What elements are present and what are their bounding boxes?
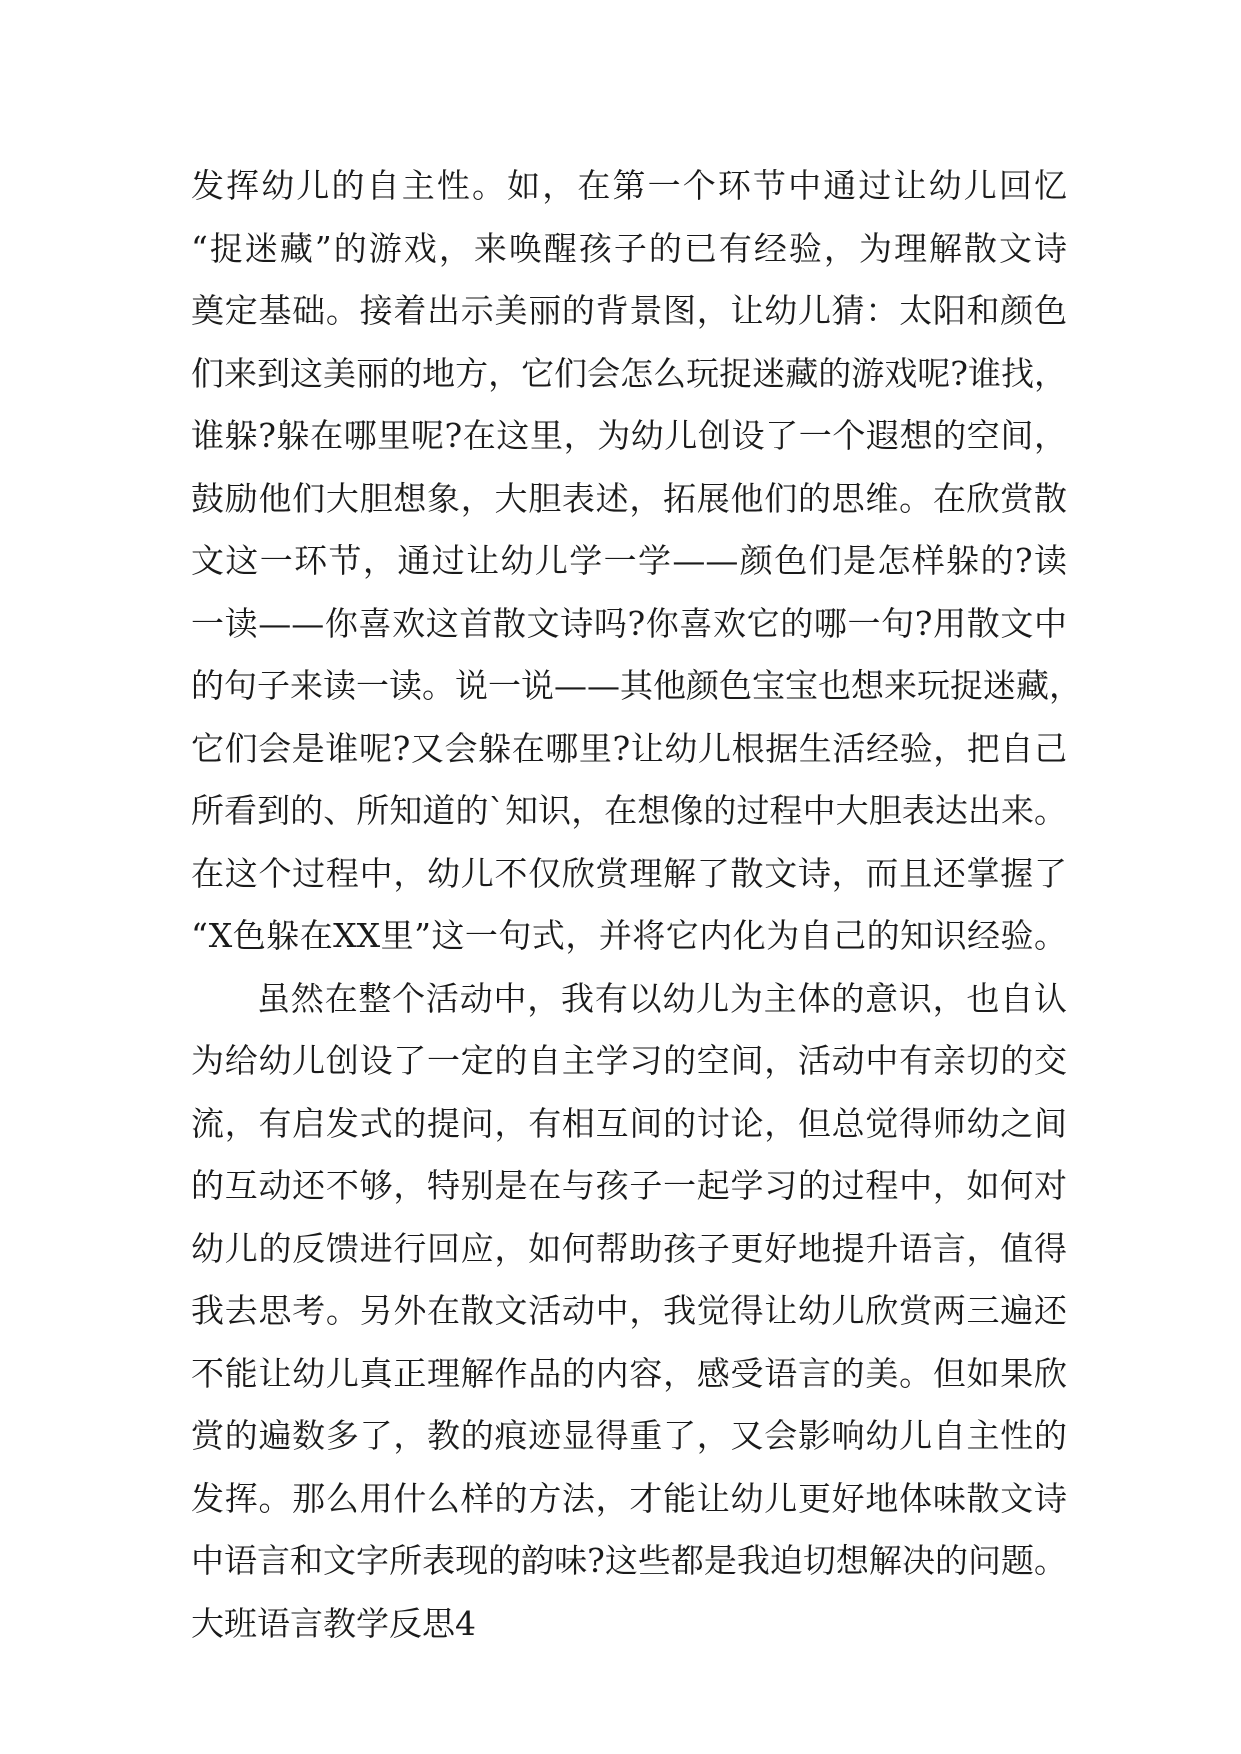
section-heading: 大班语言教学反思4 (191, 1603, 476, 1643)
text-line: 发挥幼儿的自主性。如，在第一个环节中通过让幼儿回忆 (191, 166, 1067, 205)
text-line: 在这个过程中，幼儿不仅欣赏理解了散文诗，而且还掌握了 (191, 853, 1067, 893)
text-line: 发挥。那么用什么样的方法，才能让幼儿更好地体味散文诗 (191, 1478, 1067, 1518)
text-line: 虽然在整个活动中，我有以幼儿为主体的意识，也自认 (257, 978, 1067, 1018)
text-line: “X色躲在XX里”这一句式，并将它内化为自己的知识经验。 (191, 916, 1067, 955)
text-line: 我去思考。另外在散文活动中，我觉得让幼儿欣赏两三遍还 (191, 1291, 1067, 1330)
text-line: 的句子来读一读。说一说——其他颜色宝宝也想来玩捉迷藏， (191, 666, 1082, 705)
text-line: 谁躲?躲在哪里呢?在这里，为幼儿创设了一个遐想的空间， (191, 416, 1067, 455)
text-line: “捉迷藏”的游戏，来唤醒孩子的已有经验，为理解散文诗 (191, 228, 1067, 268)
text-line: 奠定基础。接着出示美丽的背景图，让幼儿猜：太阳和颜色 (191, 291, 1067, 330)
text-line: 流，有启发式的提问，有相互间的讨论，但总觉得师幼之间 (191, 1103, 1067, 1143)
text-line: 它们会是谁呢?又会躲在哪里?让幼儿根据生活经验，把自己 (191, 728, 1067, 768)
text-line: 幼儿的反馈进行回应，如何帮助孩子更好地提升语言，值得 (191, 1228, 1067, 1268)
text-line: 为给幼儿创设了一定的自主学习的空间，活动中有亲切的交 (191, 1041, 1067, 1080)
text-line: 们来到这美丽的地方，它们会怎么玩捉迷藏的游戏呢?谁找， (191, 353, 1067, 393)
text-line: 赏的遍数多了，教的痕迹显得重了，又会影响幼儿自主性的 (191, 1416, 1067, 1455)
document-body (191, 155, 1082, 1655)
text-line: 所看到的、所知道的`知识，在想像的过程中大胆表达出来。 (191, 791, 1067, 830)
text-line: 鼓励他们大胆想象，大胆表述，拓展他们的思维。在欣赏散 (191, 478, 1067, 518)
text-line: 的互动还不够，特别是在与孩子一起学习的过程中，如何对 (191, 1166, 1067, 1205)
text-line: 中语言和文字所表现的韵味?这些都是我迫切想解决的问题。 (191, 1541, 1067, 1580)
text-line: 文这一环节，通过让幼儿学一学——颜色们是怎样躲的?读 (191, 541, 1067, 580)
text-line: 不能让幼儿真正理解作品的内容，感受语言的美。但如果欣 (191, 1353, 1067, 1393)
text-line: 一读——你喜欢这首散文诗吗?你喜欢它的哪一句?用散文中 (191, 603, 1067, 643)
